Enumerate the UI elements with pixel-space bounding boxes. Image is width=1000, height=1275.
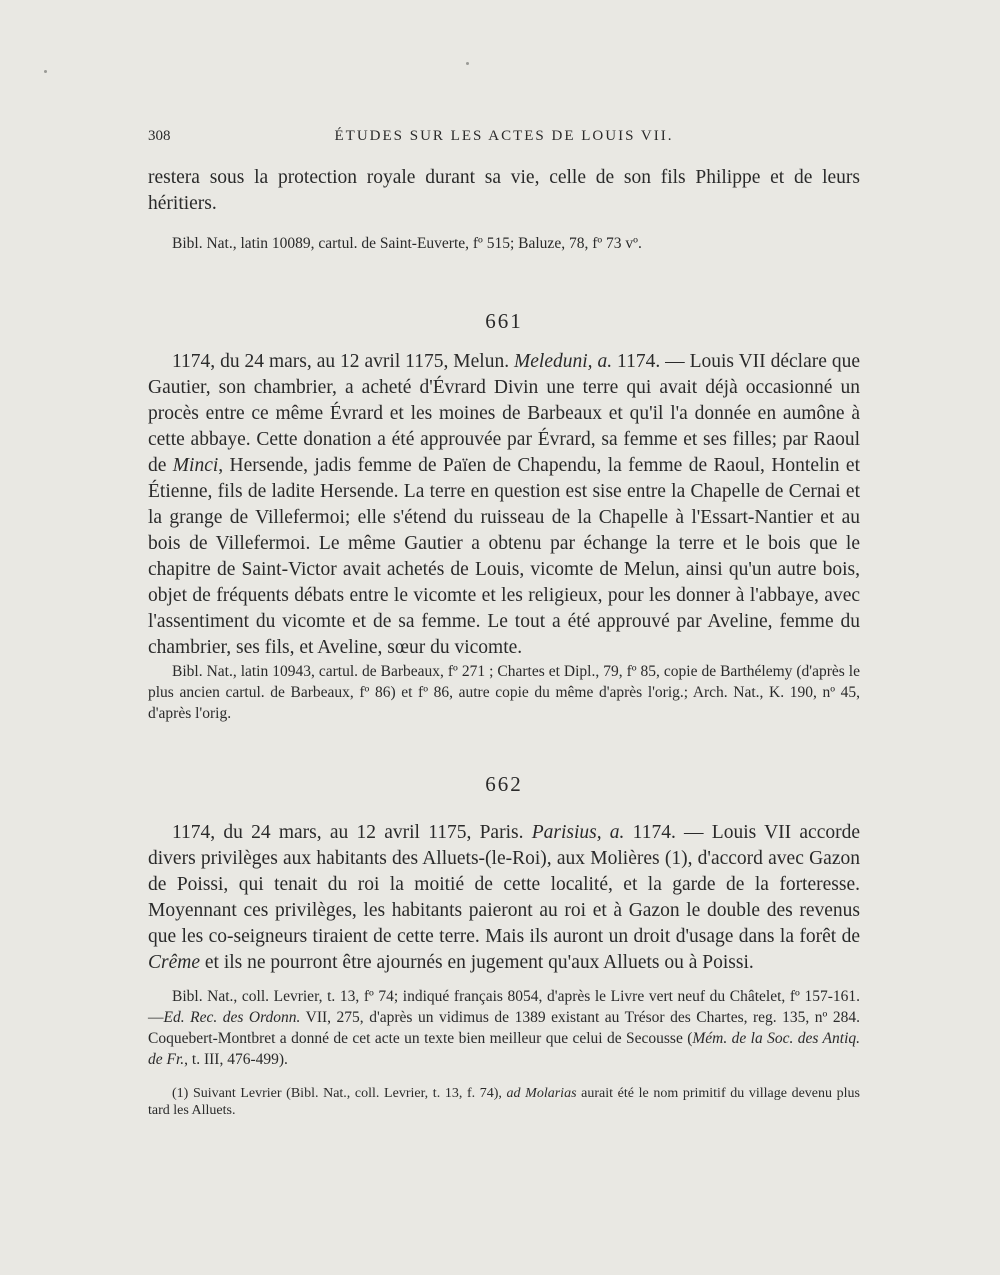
act-661-heading (148, 309, 860, 334)
footnote-text-1: (1) Suivant Levrier (Bibl. Nat., coll. Levrier, t. 13, f. 74), (172, 1086, 507, 1101)
act-662-source-italic-1: Ed. Rec. des Ordonn. (163, 1009, 301, 1026)
act-number: 661 (485, 309, 523, 333)
continuation-source: Bibl. Nat., latin 10089, cartul. de Saint-Euverte, fº 515; Baluze, 78, fº 73 vº. (172, 235, 642, 252)
act-662-italic-name: Crême (148, 952, 200, 973)
footnote-text-2: aurait été le nom primitif du village devenu plus tard les Alluets. (148, 1086, 860, 1118)
continuation-text: restera sous la protection royale durant sa vie, celle de son fils Philippe et de leurs héritiers. (148, 167, 860, 214)
act-661-text (148, 349, 860, 661)
footnote-block (148, 1085, 860, 1119)
continuation-source-block (148, 233, 860, 254)
act-661-summary-1: Louis VII déclare que Gautier, son chambrier, a acheté d'Évrard Divin une terre qui avait déjà occasionné un procès entre ce même Évrard et les moines de Barbeaux et qu'il l'a donnée en aumône à cette abbaye. Cette donation a été approuvée par Évrard, sa femme et ses filles; par Raoul de (148, 351, 860, 476)
continuation-section (148, 165, 860, 217)
footnote-italic: ad Molarias (506, 1086, 577, 1101)
act-number: 662 (485, 772, 523, 796)
running-title: ÉTUDES SUR LES ACTES DE LOUIS VII. (334, 128, 674, 144)
act-661-body (148, 349, 860, 661)
act-661-source-block (148, 661, 860, 724)
act-662-source-2: VII, 275, d'après un vidimus de 1389 existant au Trésor des Chartes, reg. 135, nº 284. Coquebert-Montbret a donné de cet acte un texte bien meilleur que celui de Secousse ( (148, 1009, 860, 1047)
act-662-year: 1174. — (624, 822, 712, 843)
act-661-italic-name: Minci (172, 455, 219, 476)
act-662-source-3: , t. III, 476-499). (184, 1051, 288, 1068)
page-header (148, 128, 860, 154)
act-662-latin-place: Parisius, a. (531, 822, 625, 843)
act-661-summary-2: , Hersende, jadis femme de Païen de Chapendu, la femme de Raoul, Hontelin et Étienne, fils de ladite Hersende. La terre en question est sise entre la Chapelle de Cernai et la grange de Villefermoi; elle s'étend du ruisseau de la Chapelle à l'Essart-Nantier et au bois de Villefermoi. Le même Gautier a obtenu par échange la terre et le bois que le chapitre de Saint-Victor avait achetés de Louis, vicomte de Melun, ainsi qu'un autre bois, objet de fréquents débats entre le vicomte et les religieux, pour les donner à l'abbaye, avec l'assentiment du vicomte et de sa femme. Le tout a été approuvé par Aveline, femme du chambrier, ses fils, et Aveline, sœur du vicomte. (148, 455, 861, 658)
act-662-text (148, 820, 860, 976)
act-661-source: Bibl. Nat., latin 10943, cartul. de Barbeaux, fº 271 ; Chartes et Dipl., 79, fº 85, copie de Barthélemy (d'après le plus ancien cartul. de Barbeaux, fº 86) et fº 86, autre copie du même d'après l'orig.; Arch. Nat., K. 190, nº 45, d'après l'orig. (148, 663, 860, 722)
paper-speck (466, 62, 469, 65)
page-number: 308 (148, 128, 171, 144)
act-662-source (148, 986, 860, 1070)
act-662-source-1: Bibl. Nat., coll. Levrier, t. 13, fº 74; indiqué français 8054, d'après le Livre vert neuf du Châtelet, fº 157-161. — (148, 988, 860, 1026)
act-662-body (148, 820, 860, 976)
act-662-source-block (148, 986, 860, 1070)
act-662-summary-1: Louis VII accorde divers privilèges aux habitants des Alluets-(le-Roi), aux Molières (1), d'accord avec Gazon de Poissi, qui tenait du roi la moitié de cette localité, et la garde de la forteresse. Moyennant ces privilèges, les habitants paieront au roi et à Gazon le double des revenus que les co-seigneurs tiraient de cette terre. Mais ils auront un droit d'usage dans la forêt de (148, 822, 861, 947)
act-661-year: 1174. — (612, 351, 690, 372)
footnote (148, 1085, 860, 1119)
act-662-source-italic-2: Mém. de la Soc. des Antiq. de Fr. (148, 1030, 860, 1068)
paper-speck (44, 70, 47, 73)
act-661-date: 1174, du 24 mars, au 12 avril 1175, Melun. (172, 351, 515, 372)
act-661-latin-place: Meleduni, a. (514, 351, 613, 372)
act-662-date: 1174, du 24 mars, au 12 avril 1175, Paris. (172, 822, 532, 843)
act-662-summary-2: et ils ne pourront être ajournés en jugement qu'aux Alluets ou à Poissi. (200, 952, 754, 973)
act-662-heading (148, 772, 860, 797)
